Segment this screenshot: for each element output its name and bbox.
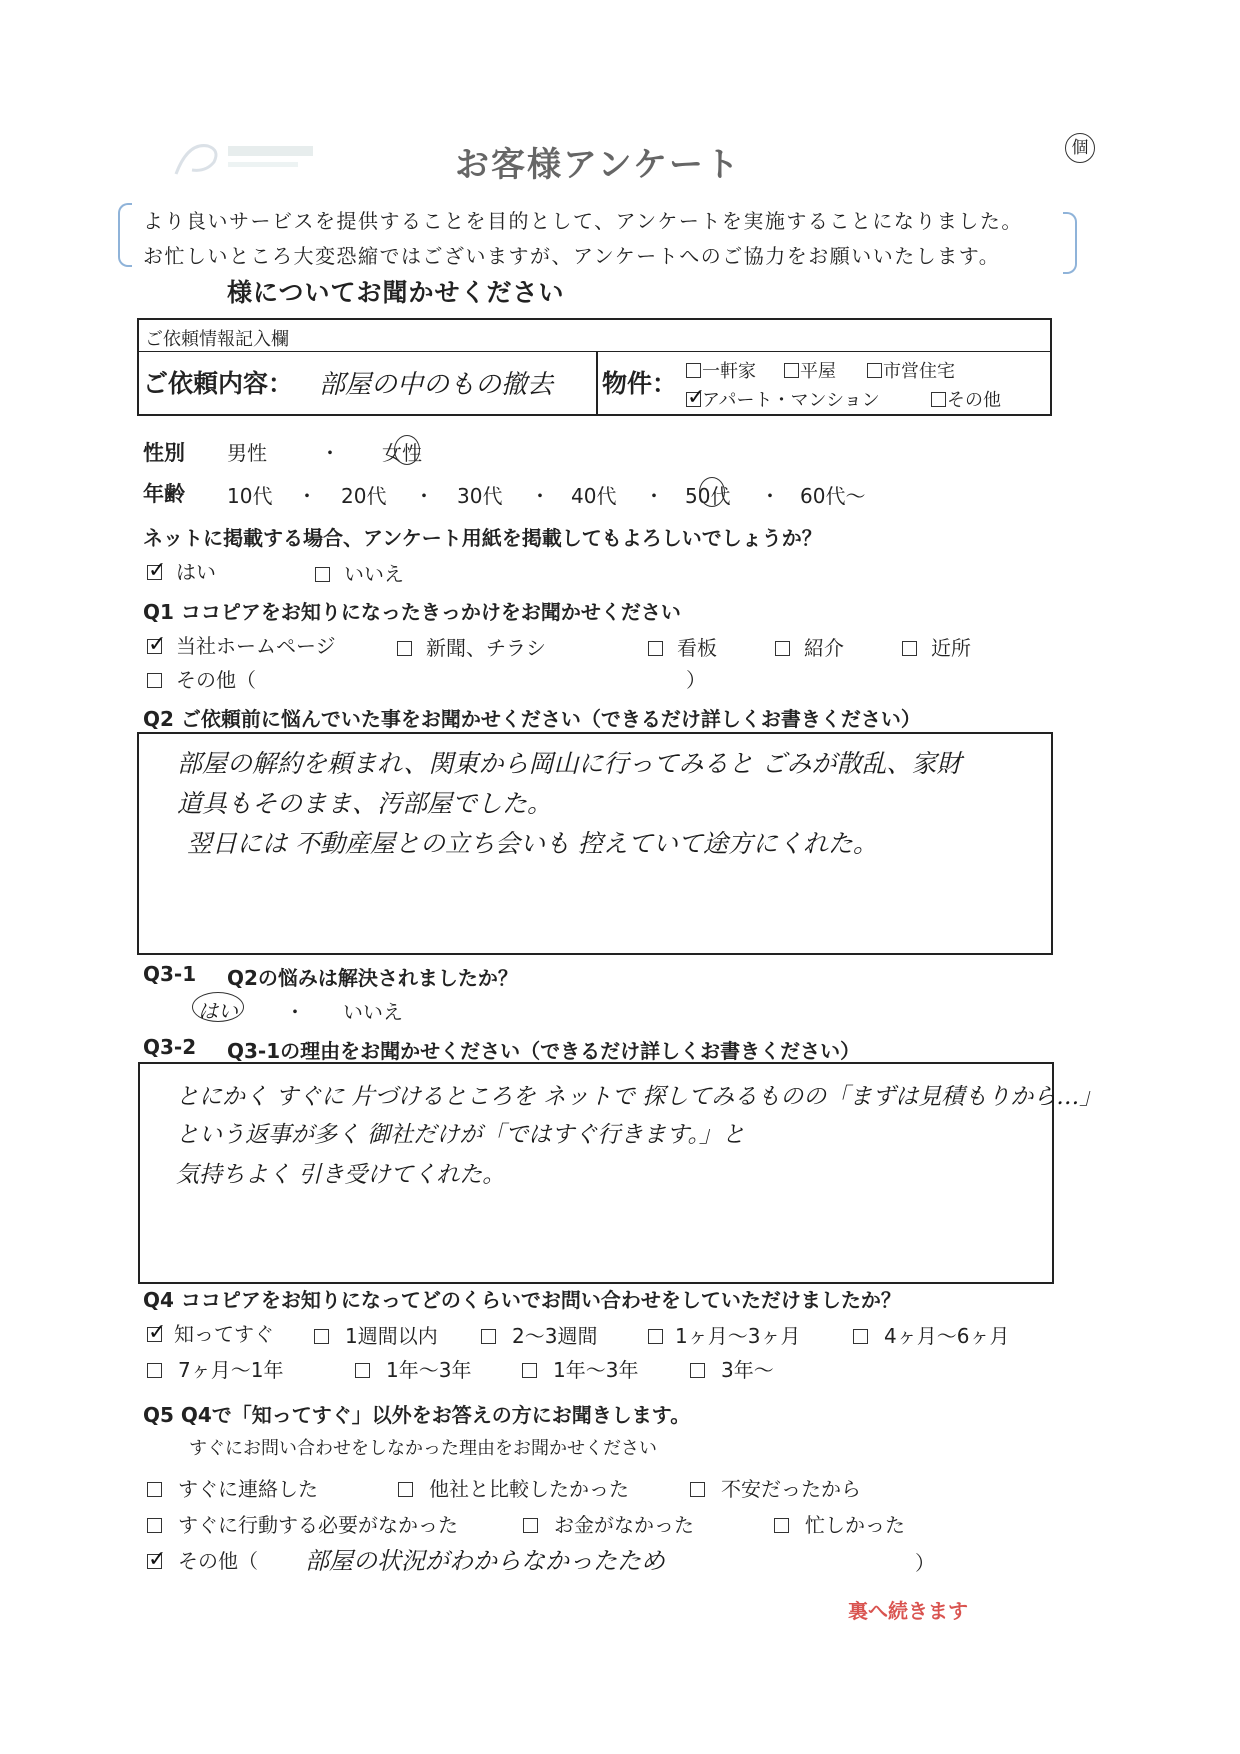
checkbox[interactable] [867, 363, 882, 378]
q5-question: Q5 Q4で「知ってすぐ」以外をお答えの方にお聞きします。 [143, 1403, 691, 1427]
q5-option-busy[interactable]: 忙しかった [774, 1509, 905, 1538]
checkbox-checked[interactable] [686, 392, 701, 407]
q4-option-7-months-1-year[interactable]: 7ヶ月〜1年 [147, 1354, 283, 1383]
checkbox[interactable] [853, 1329, 868, 1344]
checkbox[interactable] [147, 673, 162, 688]
intro-line-1: より良いサービスを提供することを目的として、アンケートを実施することになりました。 [143, 209, 1023, 233]
q2-answer-line: 翌日には 不動産屋との立ち会いも 控えていて途方にくれた。 [187, 829, 878, 858]
checkbox[interactable] [314, 1329, 329, 1344]
checkbox[interactable] [147, 1363, 162, 1378]
request-content-label: ご依頼内容： [143, 369, 294, 398]
checkbox[interactable] [648, 1329, 663, 1344]
q3-2-answer-box[interactable] [138, 1062, 1103, 1284]
q2-answer-line: 部屋の解約を頼まれ、関東から岡山に行ってみると ごみが散乱、家財 [177, 749, 962, 778]
q1-option-other[interactable]: その他（ [147, 664, 256, 693]
checkbox-checked[interactable] [147, 1327, 162, 1342]
checkbox[interactable] [522, 1363, 537, 1378]
q2-answer-box[interactable] [137, 732, 1053, 955]
selection-circle [394, 435, 420, 465]
q3-1-number: Q3-1 [143, 962, 197, 986]
checkbox[interactable] [784, 363, 799, 378]
checkbox-checked[interactable] [147, 565, 162, 580]
q4-option-3-years-plus[interactable]: 3年〜 [690, 1354, 774, 1383]
checkbox[interactable] [931, 392, 946, 407]
q4-option-1-3-years[interactable]: 1年〜3年 [355, 1354, 471, 1383]
age-option-60s-plus[interactable]: 60代〜 [800, 484, 866, 508]
age-option-50s[interactable]: 50代 [685, 480, 730, 509]
checkbox[interactable] [690, 1363, 705, 1378]
age-option-30s[interactable]: 30代 [457, 484, 503, 508]
q4-option-4-6-months[interactable]: 4ヶ月〜6ヶ月 [853, 1320, 1009, 1349]
q2-answer-line: 道具もそのまま、汚部屋でした。 [177, 789, 553, 818]
intro-bracket-left [118, 203, 132, 267]
continue-note: 裏へ続きます [848, 1599, 968, 1623]
publish-no[interactable]: いいえ [315, 558, 404, 587]
checkbox[interactable] [355, 1363, 370, 1378]
property-option-apartment[interactable]: ✓アパート・マンション [686, 386, 880, 412]
q1-option-newspaper[interactable]: 新聞、チラシ [397, 632, 546, 661]
request-table-header: ご依頼情報記入欄 [145, 329, 289, 350]
checkbox[interactable] [397, 641, 412, 656]
property-option-flat[interactable]: 平屋 [784, 357, 836, 383]
q5-option-anxious[interactable]: 不安だったから [690, 1473, 861, 1502]
checkbox[interactable] [147, 1482, 162, 1497]
q2-question: Q2 ご依頼前に悩んでいた事をお聞かせください（できるだけ詳しくお書きください） [143, 707, 921, 731]
request-table [137, 318, 1052, 416]
checkbox-checked[interactable] [147, 1554, 162, 1569]
q4-option-within-1-week[interactable]: 1週間以内 [314, 1320, 438, 1349]
q5-option-no-need[interactable]: すぐに行動する必要がなかった [147, 1509, 458, 1538]
selection-circle [192, 992, 244, 1022]
q4-option-immediately[interactable]: ✓知ってすぐ [147, 1318, 274, 1347]
checkbox[interactable] [523, 1518, 538, 1533]
age-separator: ・ [530, 484, 550, 508]
checkbox[interactable] [775, 641, 790, 656]
q1-option-referral[interactable]: 紹介 [775, 632, 844, 661]
company-logo [168, 132, 323, 184]
q3-1-question: Q2の悩みは解決されましたか？ [227, 966, 518, 990]
checkbox-checked[interactable] [147, 639, 162, 654]
q5-option-other[interactable]: ✓その他（ [147, 1545, 258, 1574]
gender-label: 性別 [143, 441, 185, 465]
q1-option-homepage[interactable]: ✓当社ホームページ [147, 630, 336, 659]
gender-option-male[interactable]: 男性 [227, 441, 267, 465]
q3-2-answer-line: 気持ちよく 引き受けてくれた。 [176, 1162, 506, 1188]
age-separator: ・ [644, 484, 664, 508]
property-option-house[interactable]: 一軒家 [686, 357, 756, 383]
age-option-10s[interactable]: 10代 [227, 484, 273, 508]
q3-2-answer-line: とにかく すぐに 片づけるところを ネットで 探してみるものの「まずは見積もりから…」 [176, 1084, 1103, 1110]
age-separator: ・ [297, 484, 317, 508]
personal-mark [1065, 133, 1095, 163]
q4-option-1-3-years-alt[interactable]: 1年〜3年 [522, 1354, 638, 1383]
q4-option-1-3-months[interactable]: 1ヶ月〜3ヶ月 [648, 1320, 800, 1349]
q3-1-separator: ・ [285, 1000, 305, 1024]
q5-option-contacted-immediately[interactable]: すぐに連絡した [147, 1473, 318, 1502]
q3-2-answer-line: という返事が多く 御社だけが「ではすぐ行きます。」と [176, 1122, 745, 1148]
checkbox[interactable] [690, 1482, 705, 1497]
q5-option-compare-others[interactable]: 他社と比較したかった [398, 1473, 629, 1502]
q1-option-signboard[interactable]: 看板 [648, 632, 717, 661]
intro-line-2: お忙しいところ大変恐縮ではございますが、アンケートへのご協力をお願いいたします。 [143, 244, 1001, 268]
q3-2-question: Q3-1の理由をお聞かせください（できるだけ詳しくお書きください） [227, 1039, 861, 1063]
q3-1-option-no[interactable]: いいえ [343, 1000, 403, 1024]
selection-circle [699, 477, 725, 507]
intro-bracket-right [1063, 212, 1077, 274]
checkbox[interactable] [648, 641, 663, 656]
q4-option-2-3-weeks[interactable]: 2〜3週間 [481, 1320, 597, 1349]
checkbox[interactable] [774, 1518, 789, 1533]
q1-question: Q1 ココピアをお知りになったきっかけをお聞かせください [143, 600, 681, 624]
q3-2-number: Q3-2 [143, 1035, 197, 1059]
property-label: 物件： [602, 369, 678, 398]
age-option-40s[interactable]: 40代 [571, 484, 617, 508]
property-option-public-housing[interactable]: 市営住宅 [867, 357, 955, 383]
age-label: 年齢 [143, 482, 185, 506]
q5-other-answer: 部屋の状況がわからなかったため [305, 1547, 665, 1575]
age-separator: ・ [414, 484, 434, 508]
checkbox[interactable] [902, 641, 917, 656]
request-table-divider [596, 351, 598, 414]
checkbox[interactable] [686, 363, 701, 378]
gender-separator: ・ [320, 441, 340, 465]
customer-heading: 様についてお聞かせください [227, 278, 565, 307]
gender-option-female[interactable]: 女性 [382, 437, 422, 466]
personal-mark-text: 個 [1071, 138, 1089, 158]
checkbox[interactable] [481, 1329, 496, 1344]
q5-option-no-money[interactable]: お金がなかった [523, 1509, 694, 1538]
q5-other-close: ） [915, 1551, 935, 1575]
property-option-other[interactable]: その他 [931, 386, 1001, 412]
page-title: お客様アンケート [455, 145, 741, 185]
publish-question: ネットに掲載する場合、アンケート用紙を掲載してもよろしいでしょうか？ [143, 526, 822, 550]
publish-yes[interactable]: ✓はい [147, 556, 216, 585]
checkbox[interactable] [398, 1482, 413, 1497]
checkbox[interactable] [147, 1518, 162, 1533]
q1-option-neighbor[interactable]: 近所 [902, 632, 971, 661]
request-content-value: 部屋の中のもの撤去 [319, 370, 554, 400]
q5-subtext: すぐにお問い合わせをしなかった理由をお聞かせください [189, 1438, 657, 1459]
age-option-20s[interactable]: 20代 [341, 484, 387, 508]
q1-other-close: ） [686, 668, 706, 692]
age-separator: ・ [760, 484, 780, 508]
q3-1-option-yes[interactable]: はい [198, 995, 238, 1024]
checkbox[interactable] [315, 567, 330, 582]
q4-question: Q4 ココピアをお知りになってどのくらいでお問い合わせをしていただけましたか？ [143, 1288, 901, 1312]
